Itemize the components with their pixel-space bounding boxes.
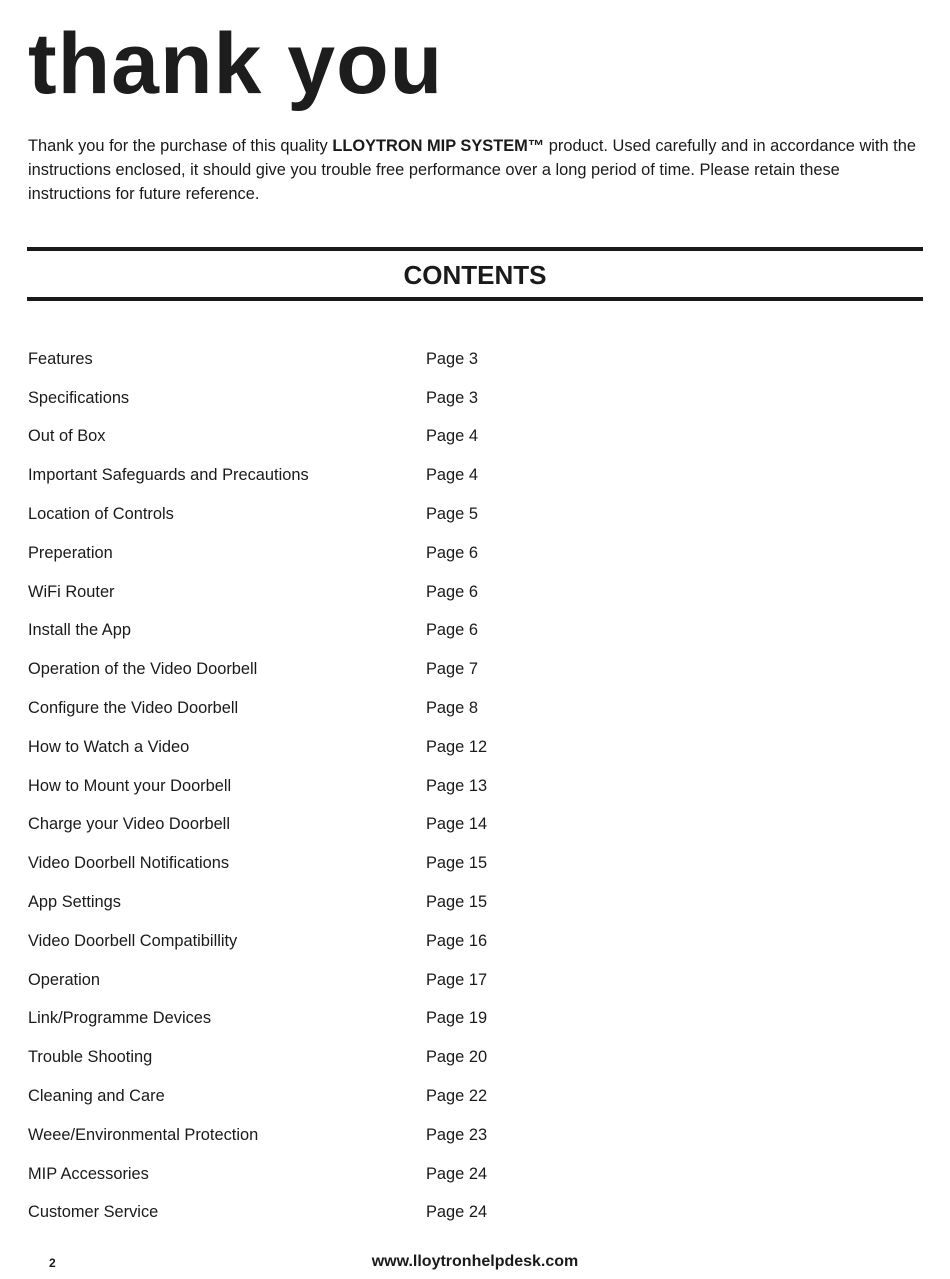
toc-entry-title: Location of Controls — [28, 505, 174, 524]
toc-entry — [28, 495, 628, 534]
toc-entry-title: App Settings — [28, 893, 121, 912]
toc-entry — [28, 573, 628, 612]
page-title: thank you — [28, 16, 444, 112]
table-of-contents — [28, 340, 628, 1232]
toc-entry — [28, 961, 628, 1000]
toc-entry — [28, 379, 628, 418]
footer-website: www.lloytronhelpdesk.com — [371, 1253, 579, 1270]
toc-entry — [28, 1038, 628, 1077]
contents-bottom-divider — [27, 297, 923, 301]
intro-text-before: Thank you for the purchase of this quality — [28, 137, 333, 155]
toc-entry-page: Page 8 — [426, 699, 478, 718]
intro-paragraph — [28, 134, 924, 206]
toc-entry-page: Page 4 — [426, 427, 478, 446]
toc-entry-page: Page 6 — [426, 582, 478, 601]
toc-entry-title: Charge your Video Doorbell — [28, 815, 230, 834]
toc-entry-page: Page 3 — [426, 349, 478, 368]
toc-entry — [28, 689, 628, 728]
toc-entry-page: Page 17 — [426, 970, 488, 989]
toc-entry-title: Out of Box — [28, 427, 106, 446]
toc-entry-page: Page 24 — [426, 1203, 488, 1222]
toc-entry-title: Video Doorbell Notifications — [28, 854, 230, 873]
toc-entry — [28, 728, 628, 767]
toc-entry-title: MIP Accessories — [28, 1164, 149, 1183]
toc-entry-title: Important Safeguards and Precautions — [28, 466, 309, 485]
toc-entry-page: Page 4 — [426, 466, 478, 485]
contents-heading: CONTENTS — [403, 260, 547, 290]
toc-entry — [28, 418, 628, 457]
toc-entry-page: Page 23 — [426, 1125, 488, 1144]
intro-brand-name: LLOYTRON MIP SYSTEM™ — [332, 137, 545, 155]
toc-entry-page: Page 6 — [426, 543, 478, 562]
toc-entry — [28, 1116, 628, 1155]
toc-entry-title: Cleaning and Care — [28, 1087, 165, 1106]
toc-entry-page: Page 19 — [426, 1009, 488, 1028]
toc-entry-page: Page 15 — [426, 854, 488, 873]
footer-page-number: 2 — [49, 1256, 56, 1270]
toc-entry-title: Video Doorbell Compatibillity — [28, 931, 238, 950]
toc-entry — [28, 922, 628, 961]
toc-entry-page: Page 6 — [426, 621, 478, 640]
toc-entry-page: Page 15 — [426, 893, 488, 912]
toc-entry-title: Weee/Environmental Protection — [28, 1125, 259, 1144]
contents-top-divider — [27, 247, 923, 251]
toc-entry-page: Page 14 — [426, 815, 488, 834]
toc-entry-page: Page 5 — [426, 505, 478, 524]
toc-entry-title: Customer Service — [28, 1203, 159, 1222]
toc-entry-title: Specifications — [28, 388, 130, 407]
toc-entry-title: How to Mount your Doorbell — [28, 776, 232, 795]
toc-entry — [28, 612, 628, 651]
toc-entry-title: Link/Programme Devices — [28, 1009, 212, 1028]
toc-entry-title: Operation — [28, 970, 100, 989]
toc-entry — [28, 767, 628, 806]
toc-entry-page: Page 13 — [426, 776, 488, 795]
toc-entry-title: Configure the Video Doorbell — [28, 699, 239, 718]
toc-entry — [28, 1155, 628, 1194]
toc-entry-title: Operation of the Video Doorbell — [28, 660, 258, 679]
toc-entry-page: Page 24 — [426, 1164, 488, 1183]
toc-entry-page: Page 20 — [426, 1048, 488, 1067]
intro-text-after: product. Used carefully and in accordance with the instructions enclosed, it should give you trouble free performance over a long period of time. Please retain these instructions for future reference. — [28, 137, 916, 203]
toc-entry — [28, 1194, 628, 1233]
toc-entry — [28, 1077, 628, 1116]
toc-entry-title: WiFi Router — [28, 582, 115, 601]
toc-entry-page: Page 12 — [426, 737, 488, 756]
toc-entry — [28, 883, 628, 922]
toc-entry — [28, 806, 628, 845]
toc-entry — [28, 650, 628, 689]
toc-entry-page: Page 7 — [426, 660, 478, 679]
toc-entry — [28, 1000, 628, 1039]
toc-entry — [28, 340, 628, 379]
toc-entry — [28, 534, 628, 573]
toc-entry — [28, 456, 628, 495]
toc-entry-page: Page 3 — [426, 388, 478, 407]
toc-entry-page: Page 16 — [426, 931, 488, 950]
toc-entry-title: Features — [28, 349, 93, 368]
toc-entry-title: Install the App — [28, 621, 131, 640]
toc-entry-page: Page 22 — [426, 1087, 488, 1106]
toc-entry-title: Trouble Shooting — [28, 1048, 153, 1067]
toc-entry-title: How to Watch a Video — [28, 737, 190, 756]
toc-entry — [28, 844, 628, 883]
toc-entry-title: Preperation — [28, 543, 113, 562]
